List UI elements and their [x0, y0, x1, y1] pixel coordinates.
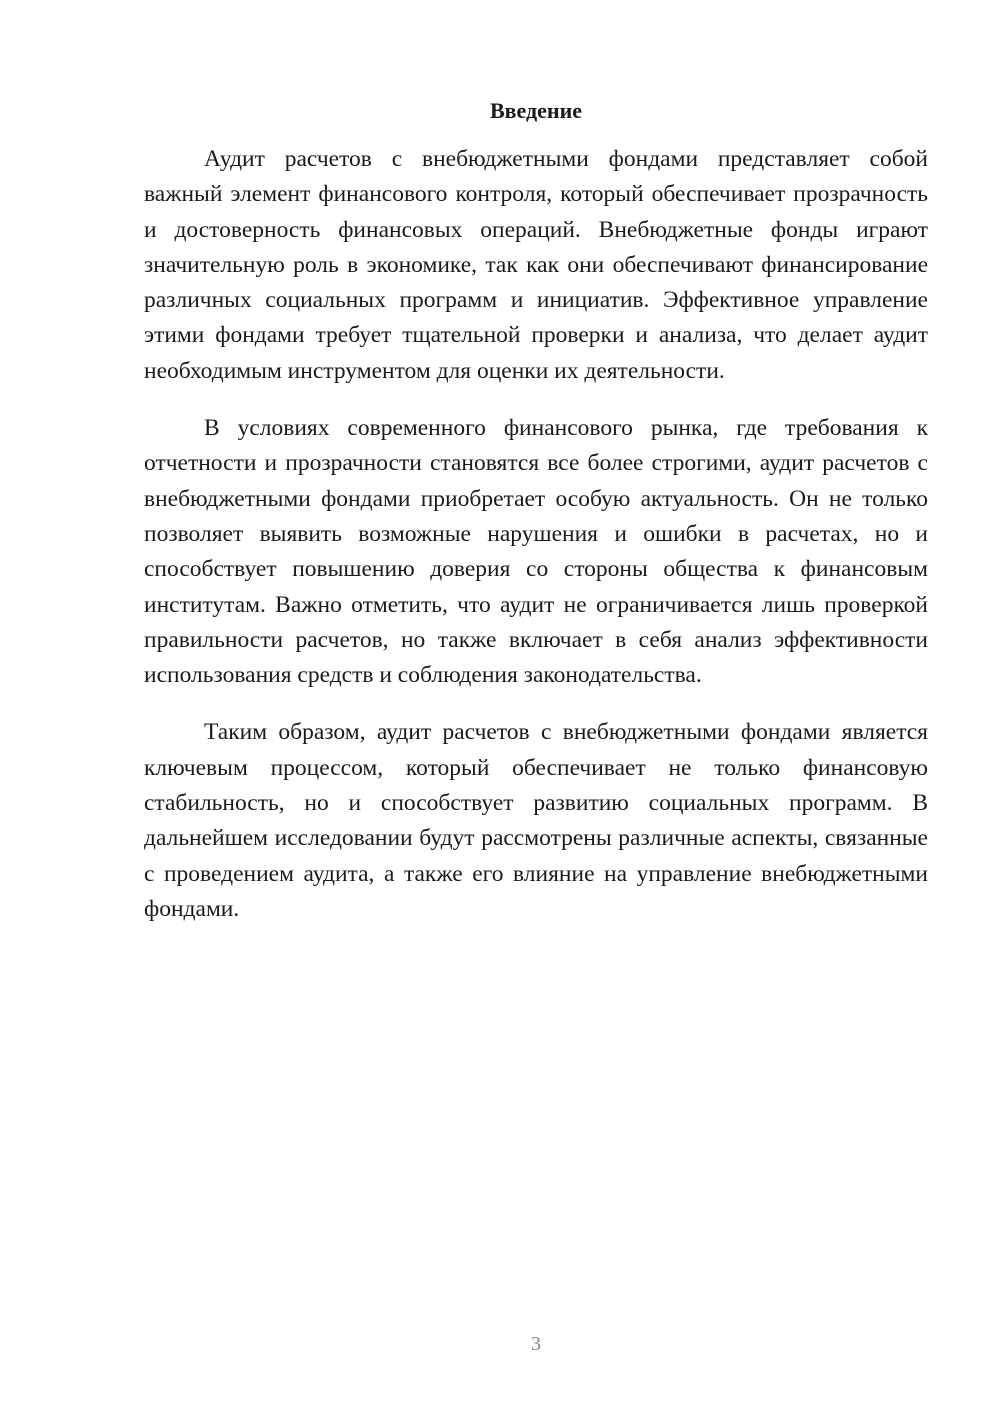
- paragraph-3: Таким образом, аудит расчетов с внебюджетными фондами является ключевым процессом, который обеспечивает не только финансовую стабильность, но и способствует развитию социальных программ. В дальнейшем исследовании будут рассмотрены различные аспекты, связанные с проведением аудита, а также его влияние на управление внебюджетными фондами.: [144, 719, 928, 922]
- body-text: [144, 142, 928, 949]
- section-title: Введение: [489, 98, 583, 123]
- paragraph-2: В условиях современного финансового рынка, где требования к отчетности и прозрачности становятся все более строгими, аудит расчетов с внебюджетными фондами приобретает особую актуальность. Он не только позволяет выявить возможные нарушения и ошибки в расчетах, но и способствует повышению доверия со стороны общества к финансовым институтам. Важно отметить, что аудит не ограничивается лишь проверкой правильности расчетов, но также включает в себя анализ эффективности использования средств и соблюдения законодательства.: [144, 415, 928, 689]
- paragraph-1: Аудит расчетов с внебюджетными фондами представляет собой важный элемент финансового контроля, который обеспечивает прозрачность и достоверность финансовых операций. Внебюджетные фонды играют значительную роль в экономике, так как они обеспечивают финансирование различных социальных программ и инициатив. Эффективное управление этими фондами требует тщательной проверки и анализа, что делает аудит необходимым инструментом для оценки их деятельности.: [144, 146, 928, 384]
- page-number: 3: [531, 1333, 541, 1355]
